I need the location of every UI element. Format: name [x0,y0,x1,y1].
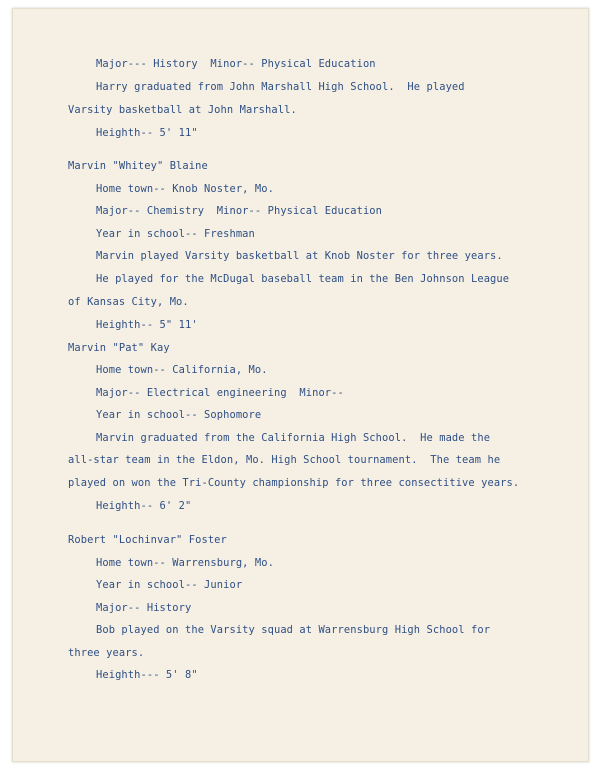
text-line: Home town-- California, Mo. [96,364,268,376]
text-line: Marvin graduated from the California High School. He made the [96,432,491,444]
text-line: Home town-- Warrensburg, Mo. [96,557,274,569]
text-line: three years. [68,647,145,659]
text-line: Heighth-- 6' 2" [96,500,192,512]
text-line: played on won the Tri-County championship for three consectitive years. [68,477,520,489]
text-line: Major-- Electrical engineering Minor-- [96,387,344,399]
text-line: Bob played on the Varsity squad at Warrensburg High School for [96,624,491,636]
person-heading: Marvin "Whitey" Blaine [68,160,208,172]
text-line: Heighth-- 5' 11" [96,127,198,139]
text-line: all-star team in the Eldon, Mo. High School tournament. The team he [68,454,501,466]
text-line: Home town-- Knob Noster, Mo. [96,183,274,195]
text-line: Heighth-- 5" 11' [96,319,198,331]
text-line: Major--- History Minor-- Physical Education [96,58,376,70]
text-line: Year in school-- Sophomore [96,409,262,421]
text-line: He played for the McDugal baseball team in the Ben Johnson League [96,273,510,285]
person-heading: Marvin "Pat" Kay [68,342,170,354]
text-line: Year in school-- Freshman [96,228,255,240]
text-line: Marvin played Varsity basketball at Knob Noster for three years. [96,250,503,262]
text-line: of Kansas City, Mo. [68,296,189,308]
person-heading: Robert "Lochinvar" Foster [68,534,227,546]
text-line: Harry graduated from John Marshall High School. He played [96,81,465,93]
text-line: Varsity basketball at John Marshall. [68,104,297,116]
text-line: Year in school-- Junior [96,579,243,591]
text-line: Major-- History [96,602,192,614]
text-line: Major-- Chemistry Minor-- Physical Education [96,205,383,217]
text-line: Heighth--- 5' 8" [96,669,198,681]
